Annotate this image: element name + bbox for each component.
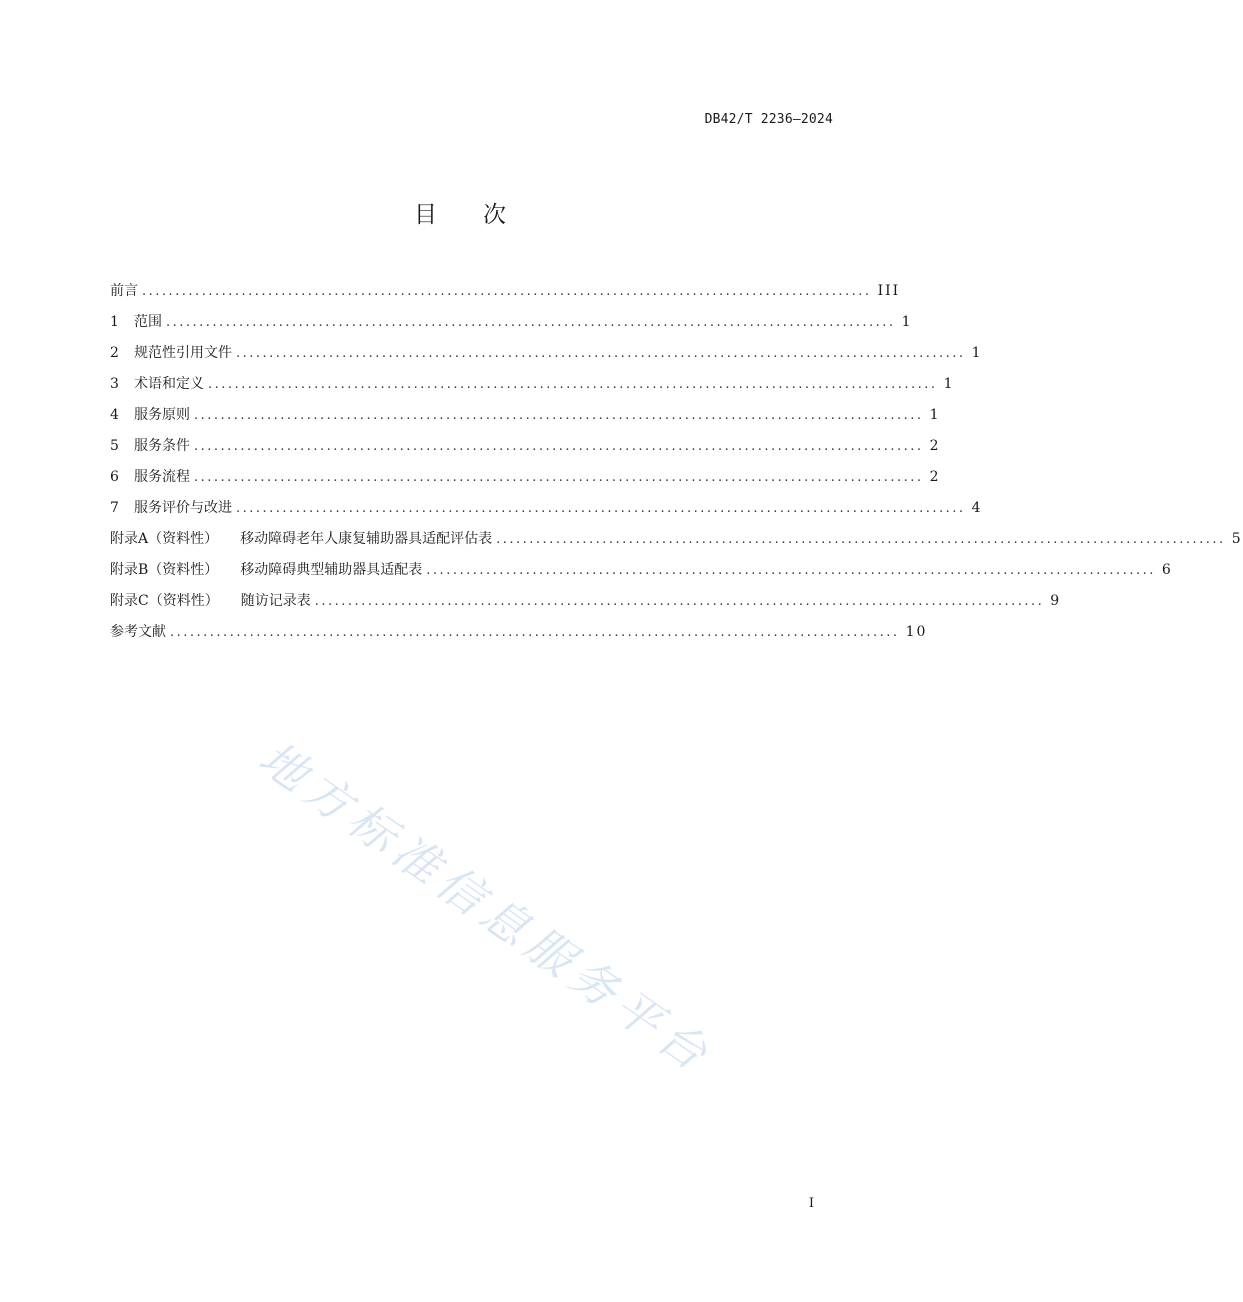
- toc-entry-page: 1: [901, 314, 913, 330]
- toc-entry-number: 6: [110, 469, 119, 485]
- toc-entry-bibliography[interactable]: [110, 621, 928, 652]
- toc-entry-number: 7: [110, 500, 119, 516]
- toc-entry-page: 1: [943, 376, 955, 392]
- toc-entry-number: 3: [110, 376, 119, 392]
- toc-leader-dots: ..............................................................................................................: [236, 346, 966, 361]
- toc-entry-page: 1: [971, 345, 983, 361]
- page-title: 目次: [414, 202, 552, 228]
- toc-entry-principles[interactable]: [110, 404, 941, 435]
- appendix-title: 移动障碍典型辅助器具适配表: [240, 562, 423, 578]
- toc-leader-dots: ..............................................................................................................: [194, 439, 924, 454]
- toc-entry-label: 范围: [134, 314, 162, 330]
- toc-entry-conditions[interactable]: [110, 435, 941, 466]
- toc-leader-dots: ..............................................................................................................: [194, 470, 924, 485]
- toc-entry-label: [110, 559, 422, 581]
- toc-entry-label: 服务条件: [134, 438, 190, 454]
- toc-entry-page: 4: [971, 500, 983, 516]
- toc-entry-number: 2: [110, 345, 119, 361]
- toc-entry-page: 1: [929, 407, 941, 423]
- table-of-contents: [110, 280, 1243, 652]
- toc-entry-label: 术语和定义: [134, 376, 204, 392]
- toc-entry-number: 5: [110, 438, 119, 454]
- toc-entry-appendix-c[interactable]: [110, 590, 1062, 621]
- toc-entry-process[interactable]: [110, 466, 941, 497]
- toc-entry-number: 4: [110, 407, 119, 423]
- watermark: 地方标准信息服务平台: [249, 730, 723, 1085]
- toc-entry-label: 服务评价与改进: [134, 500, 232, 516]
- toc-leader-dots: ..............................................................................................................: [426, 563, 1156, 578]
- toc-entry-page: 6: [1161, 562, 1173, 578]
- document-code: DB42/T 2236—2024: [704, 112, 833, 127]
- appendix-label: 附录A（资料性）: [110, 531, 219, 547]
- toc-entry-evaluation[interactable]: [110, 497, 983, 528]
- toc-entry-foreword[interactable]: [110, 280, 901, 311]
- toc-leader-dots: ..............................................................................................................: [142, 284, 872, 299]
- toc-entry-scope[interactable]: [110, 311, 913, 342]
- appendix-label: 附录B（资料性）: [110, 562, 219, 578]
- toc-entry-label: [110, 590, 311, 612]
- toc-entry-appendix-b[interactable]: [110, 559, 1173, 590]
- toc-entry-label: 前言: [110, 283, 138, 299]
- toc-leader-dots: ..............................................................................................................: [166, 315, 896, 330]
- toc-entry-page: 2: [929, 438, 941, 454]
- toc-entry-page: 2: [929, 469, 941, 485]
- appendix-title: 随访记录表: [240, 593, 311, 609]
- toc-leader-dots: ..............................................................................................................: [236, 501, 966, 516]
- toc-entry-label: 服务流程: [134, 469, 190, 485]
- toc-entry-number: 1: [110, 314, 119, 330]
- appendix-title: 移动障碍老年人康复辅助器具适配评估表: [240, 531, 493, 547]
- toc-leader-dots: ..............................................................................................................: [170, 625, 900, 640]
- toc-leader-dots: ..............................................................................................................: [194, 408, 924, 423]
- toc-entry-appendix-a[interactable]: [110, 528, 1243, 559]
- toc-entry-label: 服务原则: [134, 407, 190, 423]
- toc-leader-dots: ..............................................................................................................: [314, 594, 1045, 609]
- toc-entry-page: 10: [905, 624, 928, 640]
- toc-entry-page: 9: [1050, 593, 1062, 609]
- toc-leader-dots: ..............................................................................................................: [496, 532, 1226, 547]
- toc-entry-label: 参考文献: [110, 624, 166, 640]
- toc-entry-normative-references[interactable]: [110, 342, 983, 373]
- toc-leader-dots: ..............................................................................................................: [208, 377, 938, 392]
- appendix-label: 附录C（资料性）: [110, 593, 219, 609]
- page-number: I: [808, 1196, 814, 1211]
- toc-entry-label: 规范性引用文件: [134, 345, 232, 361]
- toc-entry-terms[interactable]: [110, 373, 955, 404]
- toc-entry-label: [110, 528, 492, 550]
- toc-entry-page: 5: [1231, 531, 1243, 547]
- toc-entry-page: III: [877, 283, 901, 299]
